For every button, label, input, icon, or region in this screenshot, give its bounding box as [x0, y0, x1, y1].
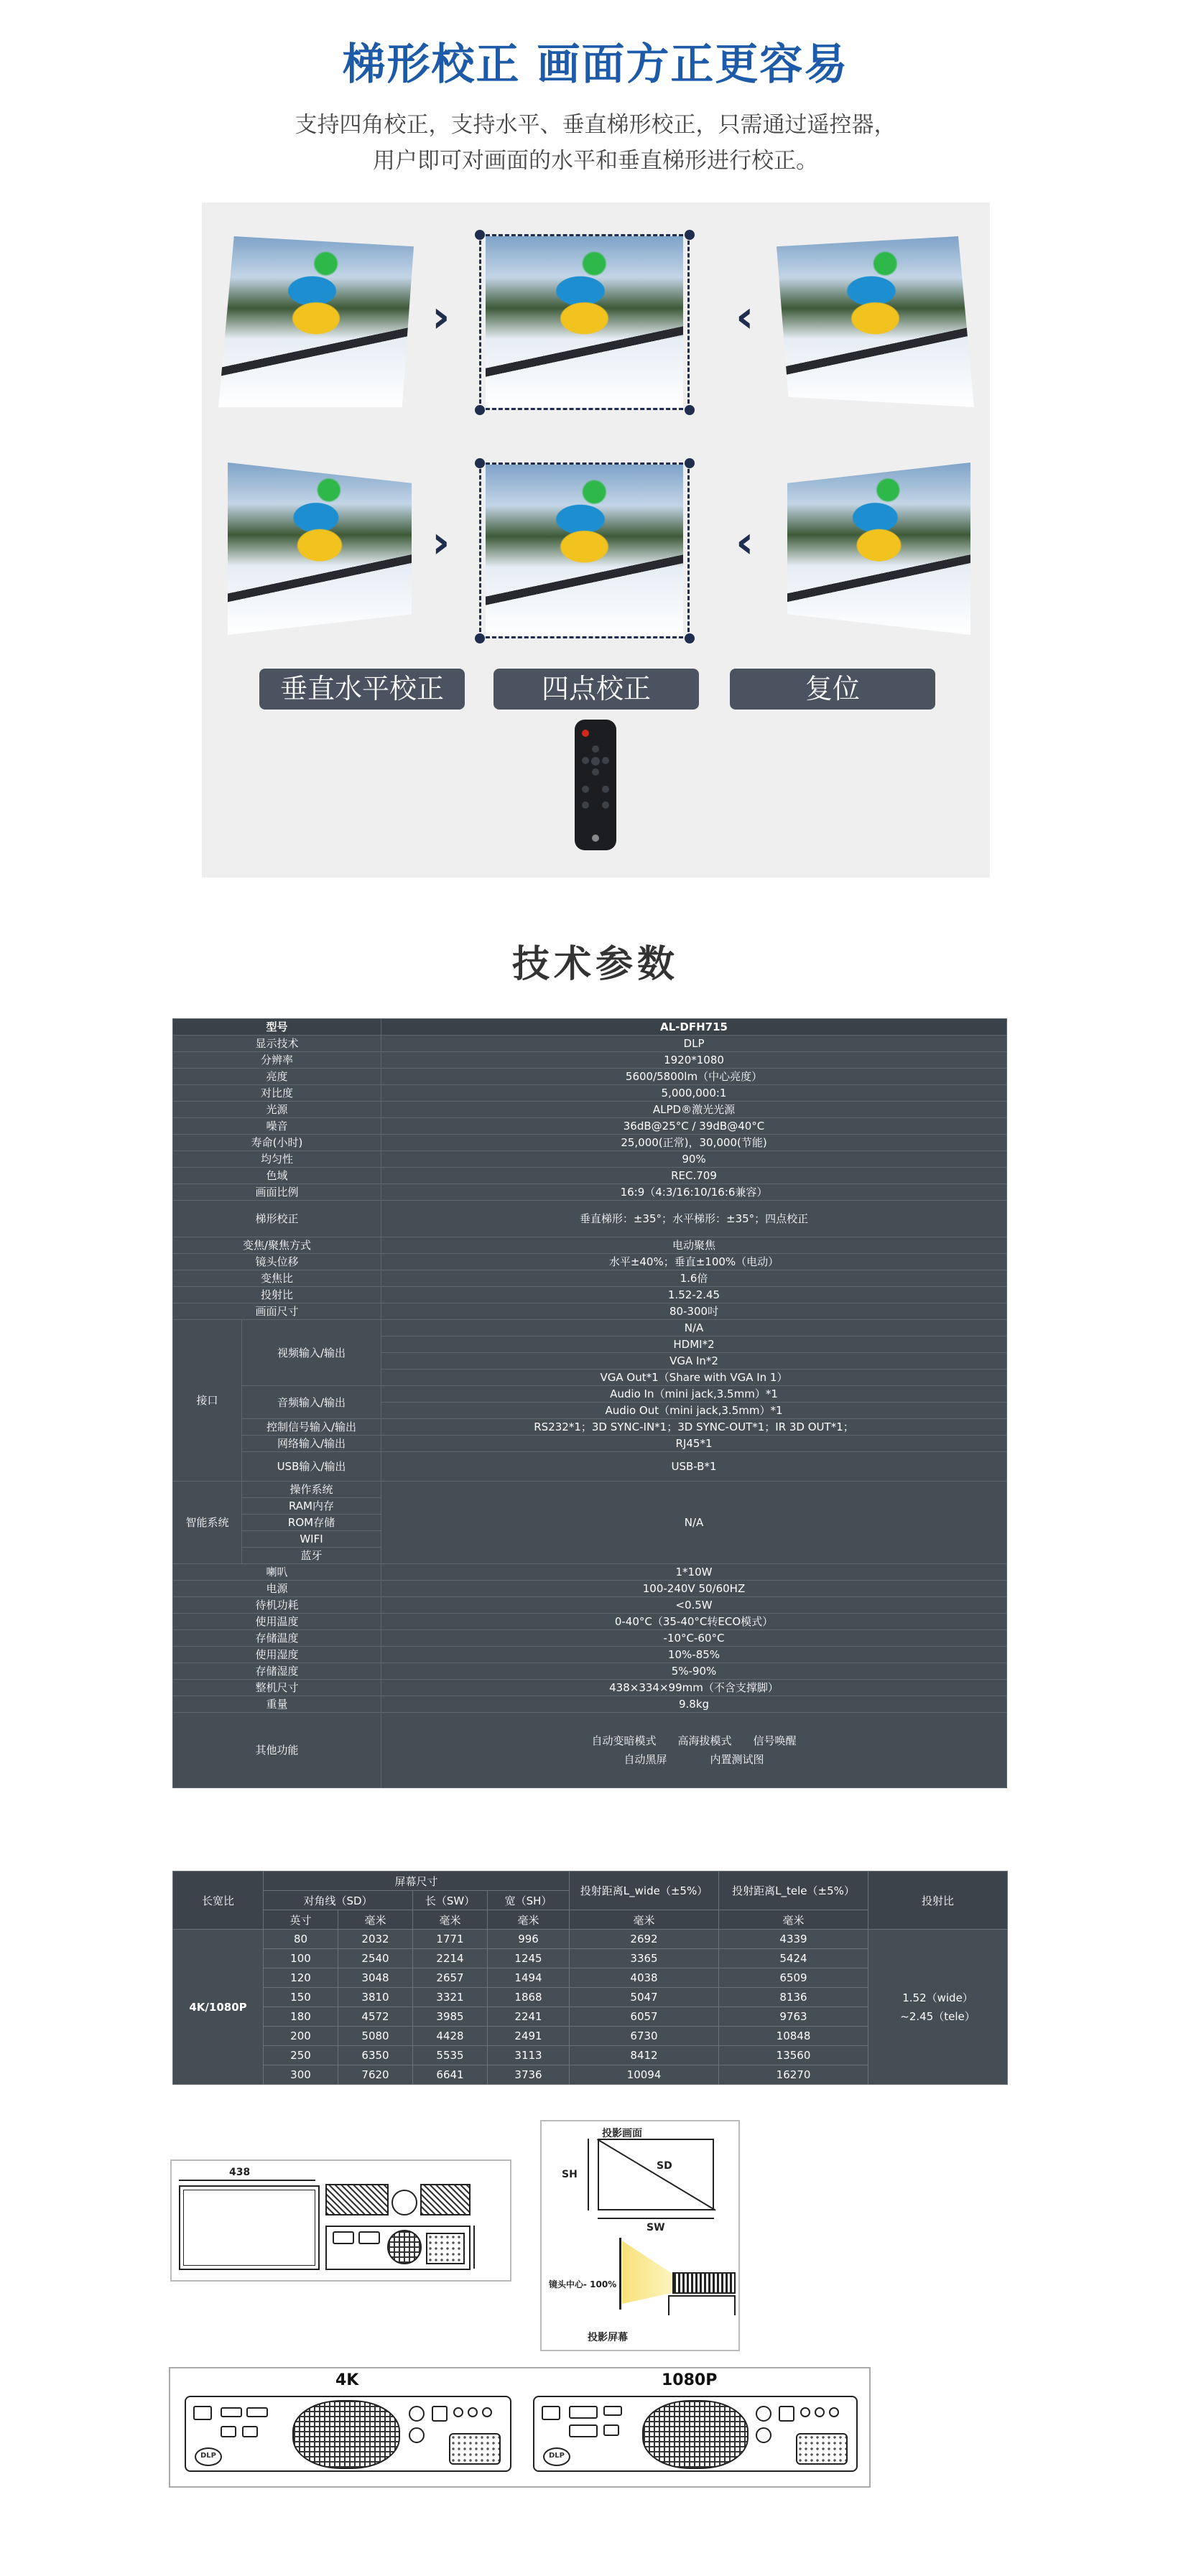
keystone-demo-panel [202, 203, 990, 878]
throw-cell: 5080 [338, 2027, 413, 2046]
power-port-icon [193, 2406, 212, 2420]
spec-label: 待机功耗 [173, 1597, 381, 1614]
spec-group-label: 智能系统 [173, 1482, 242, 1564]
spec-label: 色域 [173, 1168, 381, 1184]
spec-value: RS232*1；3D SYNC-IN*1；3D SYNC-OUT*1；IR 3D OUT*1； [381, 1419, 1007, 1436]
throw-cell: 4339 [719, 1930, 868, 1949]
throw-ratio-line-1: 1.52（wide） [902, 1991, 973, 2004]
spec-value: 电动聚焦 [381, 1237, 1007, 1254]
sw-dimension-line [598, 2218, 714, 2219]
spec-label: 喇叭 [173, 1564, 381, 1581]
spec-value: N/A [381, 1482, 1007, 1564]
throw-ratio-value [868, 1930, 1008, 2085]
unit-mm: 毫米 [570, 1910, 719, 1930]
projection-diagram [540, 2120, 740, 2351]
spec-label: 变焦/聚焦方式 [173, 1237, 381, 1254]
spec-value: Audio In（mini jack,3.5mm）*1 [381, 1386, 1007, 1403]
spec-label: RAM内存 [242, 1498, 381, 1515]
audio-port-icon [409, 2406, 425, 2422]
throw-cell: 3321 [413, 1988, 488, 2007]
spec-value: VGA Out*1（Share with VGA In 1） [381, 1370, 1007, 1386]
power-button-icon [582, 730, 589, 737]
subtitle-line-2: 用户即可对画面的水平和垂直梯形进行校正。 [373, 148, 818, 174]
spec-label: 使用湿度 [173, 1647, 381, 1663]
throw-cell: 150 [264, 1988, 338, 2007]
lens-icon [391, 2190, 417, 2215]
spec-value: REC.709 [381, 1168, 1007, 1184]
throw-cell: 9763 [719, 2007, 868, 2027]
speaker-grille-icon [292, 2400, 400, 2469]
throw-cell: 300 [264, 2065, 338, 2085]
projector-stand [668, 2295, 736, 2315]
spec-label: 控制信号输入/输出 [242, 1419, 381, 1436]
throw-cell: 2241 [488, 2007, 570, 2027]
vga-port-icon [569, 2406, 598, 2419]
audio-port-icon [409, 2427, 425, 2443]
dimension-line [473, 2226, 475, 2269]
sw-label: SW [647, 2222, 665, 2233]
remote-control-icon [575, 720, 616, 850]
spec-label: 亮度 [173, 1069, 381, 1085]
throw-cell: 3985 [413, 2007, 488, 2027]
vent-dots [449, 2433, 501, 2465]
spec-label: 对比度 [173, 1085, 381, 1102]
spec-label: ROM存储 [242, 1515, 381, 1531]
spec-label: 蓝牙 [242, 1548, 381, 1564]
button-icon [453, 2407, 463, 2417]
remote-key [582, 757, 589, 764]
spec-value: 80-300吋 [381, 1303, 1007, 1320]
throw-cell: 7620 [338, 2065, 413, 2085]
vent-dots [426, 2233, 465, 2264]
corner-handle[interactable] [475, 405, 485, 415]
dimension-line [179, 2180, 315, 2181]
four-point-frame [479, 462, 690, 638]
spec-value: N/A [381, 1320, 1007, 1336]
throw-cell: 6057 [570, 2007, 719, 2027]
width-dimension-label: 438 [229, 2167, 251, 2178]
spec-label: 画面比例 [173, 1184, 381, 1201]
throw-cell: 3113 [488, 2046, 570, 2065]
remote-key [592, 768, 599, 776]
throw-cell: 5047 [570, 1988, 719, 2007]
spec-value: 5,000,000:1 [381, 1085, 1007, 1102]
spec-label: 存储温度 [173, 1630, 381, 1647]
throw-cell: 8136 [719, 1988, 868, 2007]
ratio-value: 4K/1080P [173, 1930, 264, 2085]
spec-label: USB输入/输出 [242, 1452, 381, 1482]
throw-cell: 2540 [338, 1949, 413, 1968]
vent-hatch [420, 2184, 471, 2215]
keystone-hv-button[interactable]: 垂直水平校正 [259, 669, 465, 710]
projector-side-icon [672, 2272, 736, 2294]
remote-key [602, 786, 609, 793]
vga-port-icon [569, 2424, 598, 2437]
throw-cell: 1868 [488, 1988, 570, 2007]
throw-cell: 2214 [413, 1949, 488, 1968]
spec-value: <0.5W [381, 1597, 1007, 1614]
spec-group-label: 接口 [173, 1320, 242, 1482]
audio-port-icon [756, 2427, 771, 2443]
dlp-logo-icon [543, 2447, 570, 2466]
unit-mm: 毫米 [413, 1910, 488, 1930]
spec-value: 438×334×99mm（不含支撑脚） [381, 1680, 1007, 1696]
audio-port-icon [756, 2406, 771, 2422]
skier-photo-tilted-left [228, 462, 412, 635]
unit-mm: 毫米 [488, 1910, 570, 1930]
remote-key [582, 801, 589, 809]
projection-screen-label: 投影屏幕 [588, 2332, 628, 2343]
corner-handle[interactable] [475, 458, 485, 468]
spec-value: VGA In*2 [381, 1353, 1007, 1370]
throw-cell: 100 [264, 1949, 338, 1968]
rj45-port-icon [242, 2426, 258, 2437]
light-beam [622, 2241, 680, 2304]
hdmi-port-icon [221, 2407, 242, 2417]
throw-cell: 80 [264, 1930, 338, 1949]
skier-photo-tilted-right [787, 462, 970, 635]
throw-cell: 16270 [719, 2065, 868, 2085]
throw-cell: 6509 [719, 1968, 868, 1988]
throw-cell: 4428 [413, 2027, 488, 2046]
spec-value: -10°C-60°C [381, 1630, 1007, 1647]
spec-value: AL-DFH715 [381, 1019, 1007, 1036]
corner-handle[interactable] [475, 230, 485, 240]
unit-mm: 毫米 [338, 1910, 413, 1930]
speaker-grille-icon [387, 2230, 422, 2264]
spec-label: 镜头位移 [173, 1254, 381, 1270]
sh-label: SH [562, 2169, 578, 2180]
throw-cell: 5424 [719, 1949, 868, 1968]
spec-label: 噪音 [173, 1118, 381, 1135]
page-title: 梯形校正 画面方正更容易 [342, 39, 849, 90]
tele-throw-header: 投射距离L_tele（±5%） [719, 1871, 868, 1910]
spec-value: USB-B*1 [381, 1452, 1007, 1482]
remote-key [582, 786, 589, 793]
spec-label: 投射比 [173, 1287, 381, 1303]
throw-cell: 180 [264, 2007, 338, 2027]
throw-cell: 3048 [338, 1968, 413, 1988]
usb-port-icon [221, 2426, 236, 2437]
diagonal-header: 对角线（SD） [264, 1891, 413, 1910]
hdmi-port-icon [603, 2406, 622, 2416]
spec-label: 操作系统 [242, 1482, 381, 1498]
throw-cell: 1245 [488, 1949, 570, 1968]
spec-label: 重量 [173, 1696, 381, 1713]
spec-label: 整机尺寸 [173, 1680, 381, 1696]
spec-label: 存储湿度 [173, 1663, 381, 1680]
sh-dimension-line [588, 2139, 589, 2210]
functions-line-1: 自动变暗模式 高海拔模式 信号唤醒 [591, 1734, 797, 1747]
spec-value: 10%-85% [381, 1647, 1007, 1663]
sd-label: SD [657, 2160, 672, 2172]
throw-cell: 996 [488, 1930, 570, 1949]
vent-hatch [325, 2184, 389, 2215]
screen-size-header: 屏幕尺寸 [264, 1871, 570, 1891]
wide-throw-header: 投射距离L_wide（±5%） [570, 1871, 719, 1910]
four-point-frame [479, 234, 690, 410]
remote-key [602, 801, 609, 809]
port-icon [333, 2231, 354, 2244]
throw-cell: 5535 [413, 2046, 488, 2065]
speaker-grille-icon [642, 2400, 749, 2469]
dlp-logo-icon [195, 2447, 222, 2466]
ratio-header: 长宽比 [173, 1871, 264, 1930]
spec-section-title: 技术参数 [511, 943, 679, 986]
spec-value: 25,000(正常)，30,000(节能) [381, 1135, 1007, 1151]
spec-label: 型号 [173, 1019, 381, 1036]
spec-value: 垂直梯形：±35°；水平梯形：±35°；四点校正 [381, 1201, 1007, 1237]
screen-title-label: 投影画面 [602, 2128, 642, 2139]
corner-handle[interactable] [475, 633, 485, 643]
throw-cell: 1494 [488, 1968, 570, 1988]
throw-cell: 200 [264, 2027, 338, 2046]
throw-distance-table [172, 1871, 1008, 2085]
length-header: 长（SW） [413, 1891, 488, 1910]
corner-handle[interactable] [685, 458, 695, 468]
spec-value: 90% [381, 1151, 1007, 1168]
spec-label: 网络输入/输出 [242, 1436, 381, 1452]
power-port-icon [542, 2406, 560, 2420]
spec-label: 其他功能 [173, 1713, 381, 1788]
spec-label: 视频输入/输出 [242, 1320, 381, 1386]
functions-line-2: 自动黑屏 内置测试图 [624, 1753, 764, 1766]
spec-value: 1*10W [381, 1564, 1007, 1581]
corner-handle[interactable] [685, 230, 695, 240]
throw-ratio-line-2: ~2.45（tele） [900, 2009, 975, 2023]
corner-handle[interactable] [685, 405, 695, 415]
throw-cell: 10094 [570, 2065, 719, 2085]
spec-label: 电源 [173, 1581, 381, 1597]
remote-logo-icon [592, 834, 599, 842]
remote-key [592, 745, 599, 753]
dimension-drawing [170, 2159, 511, 2282]
spec-label: 梯形校正 [173, 1201, 381, 1237]
spec-value: 1920*1080 [381, 1052, 1007, 1069]
dlp-logo-text: DLP [549, 2452, 565, 2460]
throw-cell: 2491 [488, 2027, 570, 2046]
throw-cell: 8412 [570, 2046, 719, 2065]
throw-ratio-header: 投射比 [868, 1871, 1008, 1930]
throw-cell: 250 [264, 2046, 338, 2065]
chevron-left-icon: ‹ [736, 516, 754, 568]
rj45-port-icon [603, 2424, 619, 2436]
spec-value: HDMI*2 [381, 1336, 1007, 1353]
throw-cell: 6350 [338, 2046, 413, 2065]
throw-cell: 2692 [570, 1930, 719, 1949]
rear-panel-comparison [169, 2367, 871, 2488]
button-icon [829, 2407, 839, 2417]
spec-value: 5%-90% [381, 1663, 1007, 1680]
throw-cell: 6641 [413, 2065, 488, 2085]
four-point-button[interactable]: 四点校正 [493, 669, 699, 710]
spec-label: 音频输入/输出 [242, 1386, 381, 1419]
dlp-logo-text: DLP [200, 2452, 217, 2460]
spec-label: 画面尺寸 [173, 1303, 381, 1320]
throw-cell: 3810 [338, 1988, 413, 2007]
button-icon [800, 2407, 810, 2417]
throw-cell: 13560 [719, 2046, 868, 2065]
remote-key [591, 757, 600, 766]
spec-label: WIFI [242, 1531, 381, 1548]
reset-button[interactable]: 复位 [730, 669, 935, 710]
spec-label: 显示技术 [173, 1036, 381, 1052]
variant-4k-label: 4K [335, 2371, 359, 2389]
spec-value-functions [381, 1713, 1007, 1788]
spec-value: 5600/5800lm（中心亮度） [381, 1069, 1007, 1085]
port-icon [358, 2231, 380, 2244]
spec-label: 均匀性 [173, 1151, 381, 1168]
spec-label: 使用温度 [173, 1614, 381, 1630]
unit-mm: 毫米 [719, 1910, 868, 1930]
width-header: 宽（SH） [488, 1891, 570, 1910]
ir-sensor-icon [779, 2406, 794, 2422]
throw-cell: 120 [264, 1968, 338, 1988]
spec-value: 水平±40%；垂直±100%（电动） [381, 1254, 1007, 1270]
chevron-right-icon: › [432, 290, 450, 343]
variant-1080p-label: 1080P [662, 2371, 718, 2389]
spec-value: 9.8kg [381, 1696, 1007, 1713]
rear-panel-4k [185, 2396, 511, 2472]
throw-cell: 2032 [338, 1930, 413, 1949]
throw-cell: 10848 [719, 2027, 868, 2046]
button-icon [468, 2407, 478, 2417]
spec-value: 36dB@25°C / 39dB@40°C [381, 1118, 1007, 1135]
vent-dots [796, 2433, 848, 2465]
top-view-inner [183, 2190, 315, 2266]
spec-value: 16:9（4:3/16:10/16:6兼容） [381, 1184, 1007, 1201]
spec-value: 0-40°C（35-40°C转ECO模式） [381, 1614, 1007, 1630]
spec-value: 1.6倍 [381, 1270, 1007, 1287]
screen-side-line [619, 2238, 621, 2310]
throw-cell: 6730 [570, 2027, 719, 2046]
hdmi-port-icon [246, 2407, 268, 2417]
throw-cell: 2657 [413, 1968, 488, 1988]
ir-sensor-icon [432, 2406, 448, 2422]
spec-value: Audio Out（mini jack,3.5mm）*1 [381, 1403, 1007, 1419]
throw-cell: 4038 [570, 1968, 719, 1988]
rear-panel-1080p [533, 2396, 858, 2472]
spec-label: 光源 [173, 1102, 381, 1118]
throw-cell: 4572 [338, 2007, 413, 2027]
subtitle-line-1: 支持四角校正，支持水平、垂直梯形校正，只需通过遥控器， [295, 112, 896, 138]
skier-photo-distorted-right [777, 236, 974, 407]
chevron-right-icon: › [432, 516, 450, 568]
throw-cell: 1771 [413, 1930, 488, 1949]
spec-value: DLP [381, 1036, 1007, 1052]
spec-value: RJ45*1 [381, 1436, 1007, 1452]
throw-cell: 3365 [570, 1949, 719, 1968]
spec-label: 变焦比 [173, 1270, 381, 1287]
spec-value: 1.52-2.45 [381, 1287, 1007, 1303]
skier-photo-distorted-left [218, 236, 414, 407]
chevron-left-icon: ‹ [736, 290, 754, 343]
unit-inch: 英寸 [264, 1910, 338, 1930]
button-icon [815, 2407, 825, 2417]
spec-value: 100-240V 50/60HZ [381, 1581, 1007, 1597]
spec-label: 分辨率 [173, 1052, 381, 1069]
spec-label: 寿命(小时) [173, 1135, 381, 1151]
spec-table [172, 1018, 1007, 1788]
throw-cell: 3736 [488, 2065, 570, 2085]
spec-value: ALPD®激光光源 [381, 1102, 1007, 1118]
corner-handle[interactable] [685, 633, 695, 643]
button-icon [482, 2407, 492, 2417]
remote-key [602, 757, 609, 764]
lens-center-label: 镜头中心- 100% [549, 2279, 617, 2289]
